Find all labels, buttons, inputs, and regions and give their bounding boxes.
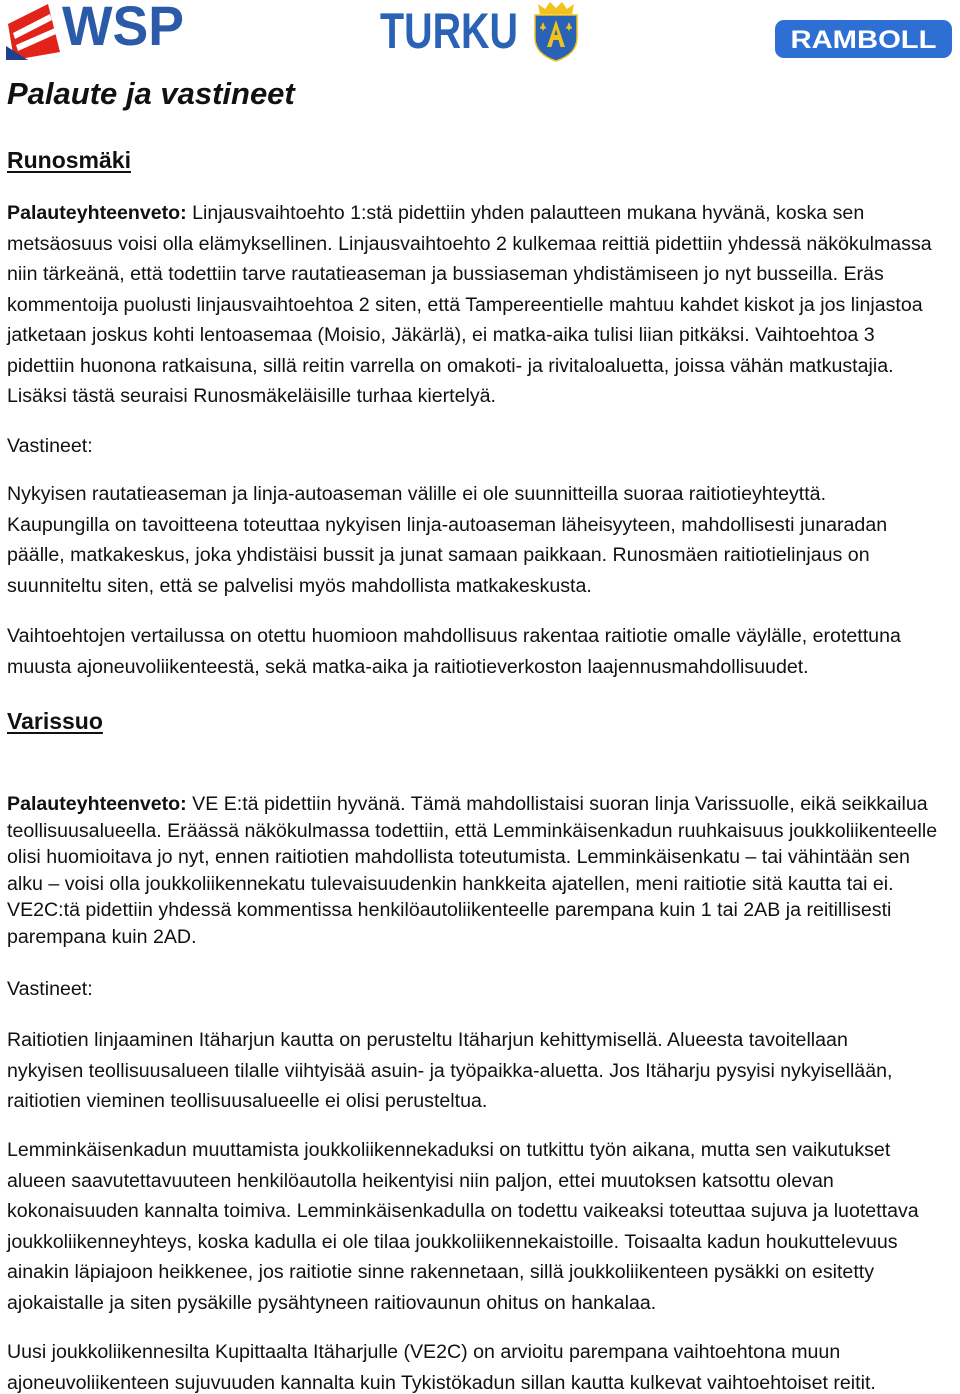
text-line: alku – voisi olla joukkoliikennekatu tulevaisuudenkin hankkeita ajatellen, meni raitiotie sitä kautta tai ei. [7, 872, 894, 895]
section-heading-runosmaki: Runosmäki [7, 147, 131, 173]
wsp-logo [4, 2, 188, 60]
document-title: Palaute ja vastineet [7, 76, 295, 111]
turku-logo-text: TURKU [380, 3, 518, 59]
text-line: Raitiotien linjaaminen Itäharjun kautta on perusteltu Itäharjun kehittymisellä. Alueesta tavoitellaan [7, 1029, 848, 1051]
text-line: teollisuusalueella. Eräässä näkökulmassa todettiin, että Lemminkäisenkadun ruuhkaisuus joukkoliikenteelle [7, 819, 938, 842]
text-line: ajokaistalle ja siten pysäkille pysähtyneen raitiovaunun ohitus on hankalaa. [7, 1291, 657, 1314]
response-paragraph [7, 1030, 892, 1111]
text-line [7, 203, 932, 223]
ramboll-logo-text: RAMBOLL [790, 26, 937, 54]
text-line: Lisäksi tästä seuraisi Runosmäkeläisille turhaa kiertelyä. [7, 385, 496, 407]
response-paragraph [7, 626, 901, 677]
text-line [7, 794, 937, 814]
feedback-label: Palauteyhteenveto: [7, 202, 187, 224]
feedback-summary-runosmaki [7, 203, 932, 406]
text-line: nykyisen teollisuusalueen tilalle viihtyisää asuin- ja työpaikka-aluetta. Jos Itäharju pysyisi nykyisellään, [7, 1059, 893, 1082]
text-line: Kaupungilla on tavoitteena toteuttaa nykyisen linja-autoaseman läheisyyteen, mahdollisesti junaradan [7, 513, 888, 536]
text-line: Lemminkäisenkadun muuttamista joukkoliikennekaduksi on tutkittu työn aikana, mutta sen vaikutukset [7, 1139, 891, 1161]
text-line: VE2C:tä pidettiin yhdessä kommentissa henkilöautoliikenteelle parempana kuin 1 tai 2AB ja reitillisesti [7, 899, 892, 922]
text-line: niin tärkeänä, että todettiin tarve rautatieaseman ja bussiaseman yhdistämiseen jo nyt busseilla. Eräs [7, 263, 884, 285]
text-run: Linjausvaihtoehto 1:stä pidettiin yhden palautteen mukana hyvänä, koska sen [192, 202, 865, 224]
ramboll-logo [775, 20, 953, 58]
text-line: parempana kuin 2AD. [7, 925, 197, 948]
response-paragraph [7, 1140, 919, 1313]
wsp-logo-text: WSP [62, 0, 184, 57]
wsp-mark-icon [6, 4, 60, 60]
text-line: raitiotien vieminen teollisuusalueelle ei olisi perusteltua. [7, 1090, 488, 1112]
text-line: päälle, matkakeskus, joka yhdistäisi bussit ja junat samaan paikkaan. Runosmäen raitiotielinjaus on [7, 544, 870, 566]
text-line: olisi huomioitava jo nyt, ennen raitiotien mahdollista toteutumista. Lemminkäisenkatu – tai vähintään sen [7, 846, 910, 869]
text-line: jatketaan joskus kohti lentoasemaa (Moisio, Jäkärlä), ei matka-aika tulisi liian pitkäksi. Vaihtoehtoa 3 [7, 324, 875, 346]
text-line: Uusi joukkoliikennesilta Kupittaalta Itäharjulle (VE2C) on arvioitu parempana vaihtoehtona muun [7, 1341, 841, 1363]
feedback-summary-varissuo [7, 794, 937, 947]
responses-label: Vastineet: [7, 978, 93, 1000]
text-line: ajoneuvoliikenteen sujuvuuden kannalta kuin Tykistökadun sillan kautta kulkevat vaihtoehtoiset reitit. [7, 1371, 876, 1394]
response-paragraph [7, 484, 887, 596]
text-line: ainakin läpiajoon heikkenee, jos raitiotie sinne rakennetaan, sillä joukkoliikenteen pysäkki on esitetty [7, 1261, 875, 1283]
text-line: pidettiin huonona ratkaisuna, sillä reitin varrella on omakoti- ja rivitaloaluetta, joissa vähän matkustajia. [7, 354, 894, 377]
section-heading-varissuo: Varissuo [7, 708, 103, 734]
feedback-label: Palauteyhteenveto: [7, 793, 187, 815]
text-line: Nykyisen rautatieaseman ja linja-autoaseman välille ei ole suunnitteilla suoraa raitiotieyhteyttä. [7, 483, 827, 505]
text-line: Vaihtoehtojen vertailussa on otettu huomioon mahdollisuus rakentaa raitiotie omalle väylälle, erotettuna [7, 625, 901, 647]
text-line: kommentoija puolusti linjausvaihtoehtoa 2 siten, että Tampereentielle mahtuu kahdet kiskot ja jos linjastoa [7, 293, 923, 316]
responses-label: Vastineet: [7, 435, 93, 457]
text-line: kokonaisuuden kannalta toimiva. Lemminkäisenkadulla on todettu vaikeaksi toteuttaa sujuva ja luotettava [7, 1200, 919, 1222]
text-line: joukkoliikenneyhteys, koska kadulla ei ole tilaa joukkoliikennekaistoille. Toisaalta kadun houkuttelevuus [7, 1230, 898, 1253]
turku-coat-of-arms-icon [530, 0, 582, 62]
text-line: suunniteltu siten, että se palvelisi myös mahdollista matkakeskusta. [7, 574, 592, 597]
text-line: muusta ajoneuvoliikenteestä, sekä matka-aika ja raitiotieverkoston laajennusmahdollisuudet. [7, 655, 809, 678]
text-line: alueen saavutettavuuteen henkilöautolla heikentyisi niin paljon, ettei muutoksen katsottu olevan [7, 1169, 834, 1192]
text-run: VE E:tä pidettiin hyvänä. Tämä mahdollistaisi suoran linja Varissuolle, eikä seikkailua [192, 793, 928, 815]
response-paragraph [7, 1342, 876, 1393]
text-line: metsäosuus voisi olla elämyksellinen. Linjausvaihtoehto 2 kulkemaa reittiä pidettiin yhdessä näkökulmassa [7, 232, 932, 255]
turku-logo [378, 3, 520, 59]
